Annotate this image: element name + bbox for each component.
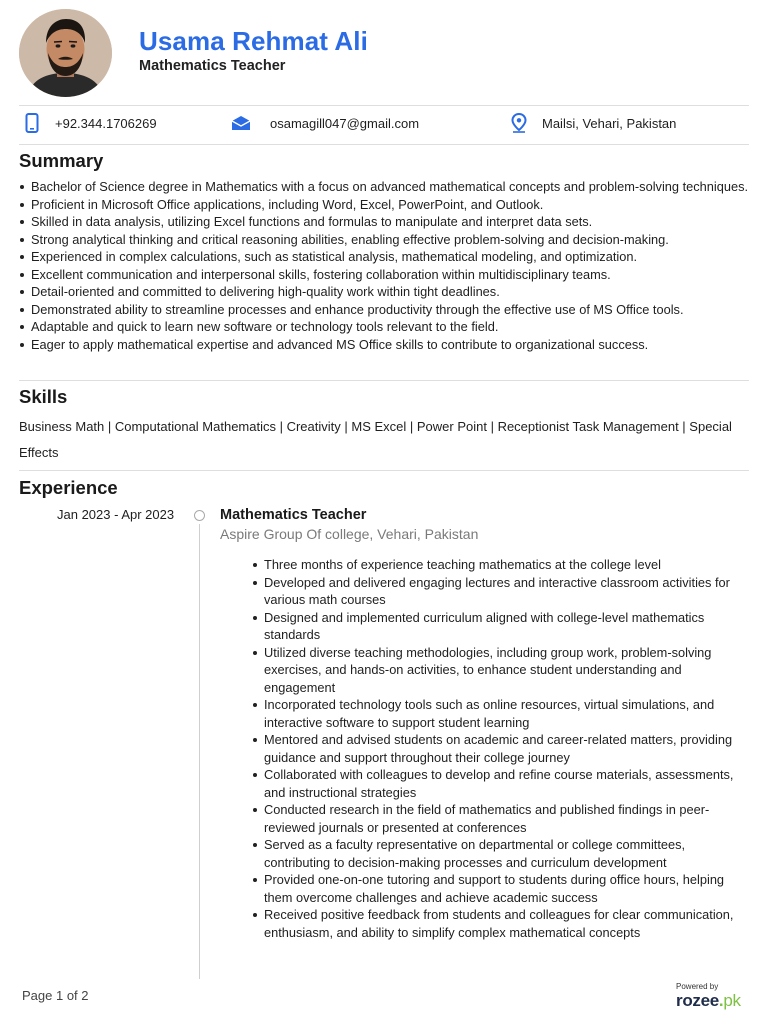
list-item: Utilized diverse teaching methodologies, including group work, problem-solving exercises, and hands-on activities, to enhance student understanding and engagement: [252, 644, 740, 697]
list-item: Bachelor of Science degree in Mathematics with a focus on advanced mathematical concepts and problem-solving techniques.: [19, 178, 749, 196]
candidate-role: Mathematics Teacher: [139, 58, 286, 74]
list-item: Eager to apply mathematical expertise and advanced MS Office skills to contribute to organizational success.: [19, 336, 749, 354]
timeline-dot: [194, 510, 205, 521]
list-item: Three months of experience teaching mathematics at the college level: [252, 556, 740, 574]
list-item: Demonstrated ability to streamline processes and enhance productivity through the effective use of MS Office tools.: [19, 301, 749, 319]
divider: [19, 105, 749, 106]
list-item: Developed and delivered engaging lectures and interactive classroom activities for various math courses: [252, 574, 740, 609]
phone-number: +92.344.1706269: [55, 115, 157, 131]
brand-wordmark: rozee.pk: [676, 991, 741, 1010]
location-pin-icon: [508, 112, 530, 134]
list-item: Experienced in complex calculations, such as statistical analysis, mathematical modeling, and optimization.: [19, 248, 749, 266]
list-item: Adaptable and quick to learn new software or technology tools relevant to the field.: [19, 318, 749, 336]
job-company: Aspire Group Of college, Vehari, Pakistan: [220, 526, 479, 542]
list-item: Skilled in data analysis, utilizing Excel functions and formulas to manipulate and interpret data sets.: [19, 213, 749, 231]
powered-by-label: Powered by: [676, 982, 719, 991]
list-item: Detail-oriented and committed to delivering high-quality work within tight deadlines.: [19, 283, 749, 301]
divider: [19, 380, 749, 381]
location-text: Mailsi, Vehari, Pakistan: [542, 115, 677, 131]
list-item: Collaborated with colleagues to develop and refine course materials, assessments, and instructional strategies: [252, 766, 740, 801]
timeline-line: [199, 524, 200, 979]
list-item: Received positive feedback from students and colleagues for clear communication, enthusiasm, and ability to simplify complex mathematical concepts: [252, 906, 740, 941]
list-item: Proficient in Microsoft Office applications, including Word, Excel, PowerPoint, and Outlook.: [19, 196, 749, 214]
job-responsibilities: [252, 556, 740, 941]
list-item: Strong analytical thinking and critical reasoning abilities, enabling effective problem-solving and decision-making.: [19, 231, 749, 249]
list-item: Incorporated technology tools such as online resources, virtual simulations, and interactive software to support student learning: [252, 696, 740, 731]
job-title: Mathematics Teacher: [220, 507, 367, 523]
summary-list: [19, 178, 749, 353]
list-item: Provided one-on-one tutoring and support to students during office hours, helping them overcome challenges and achieve academic success: [252, 871, 740, 906]
email-address: osamagill047@gmail.com: [270, 115, 420, 131]
list-item: Served as a faculty representative on departmental or college committees, contributing to decision-making processes and curriculum development: [252, 836, 740, 871]
contact-phone: [21, 112, 157, 134]
skills-heading: Skills: [19, 386, 68, 407]
divider: [19, 144, 749, 145]
job-dates: Jan 2023 - Apr 2023: [57, 507, 175, 522]
candidate-name: Usama Rehmat Ali: [139, 26, 368, 56]
divider: [19, 470, 749, 471]
email-icon: [230, 112, 252, 134]
list-item: Designed and implemented curriculum aligned with college-level mathematics standards: [252, 609, 740, 644]
skills-list: Business Math | Computational Mathematics | Creativity | MS Excel | Power Point | Receptionist Task Management | Special Effects: [19, 419, 732, 460]
profile-photo: [19, 9, 112, 97]
list-item: Mentored and advised students on academic and career-related matters, providing guidance and support throughout their college journey: [252, 731, 740, 766]
phone-icon: [21, 112, 43, 134]
list-item: Excellent communication and interpersonal skills, fostering collaboration within multidisciplinary teams.: [19, 266, 749, 284]
contact-email: [230, 112, 419, 134]
experience-heading: Experience: [19, 477, 118, 498]
contact-location: [508, 112, 676, 134]
page-number: Page 1 of 2: [22, 988, 89, 1003]
rozee-logo[interactable]: [676, 982, 748, 1010]
summary-heading: Summary: [19, 150, 104, 171]
list-item: Conducted research in the field of mathematics and published findings in peer-reviewed journals or presented at conferences: [252, 801, 740, 836]
